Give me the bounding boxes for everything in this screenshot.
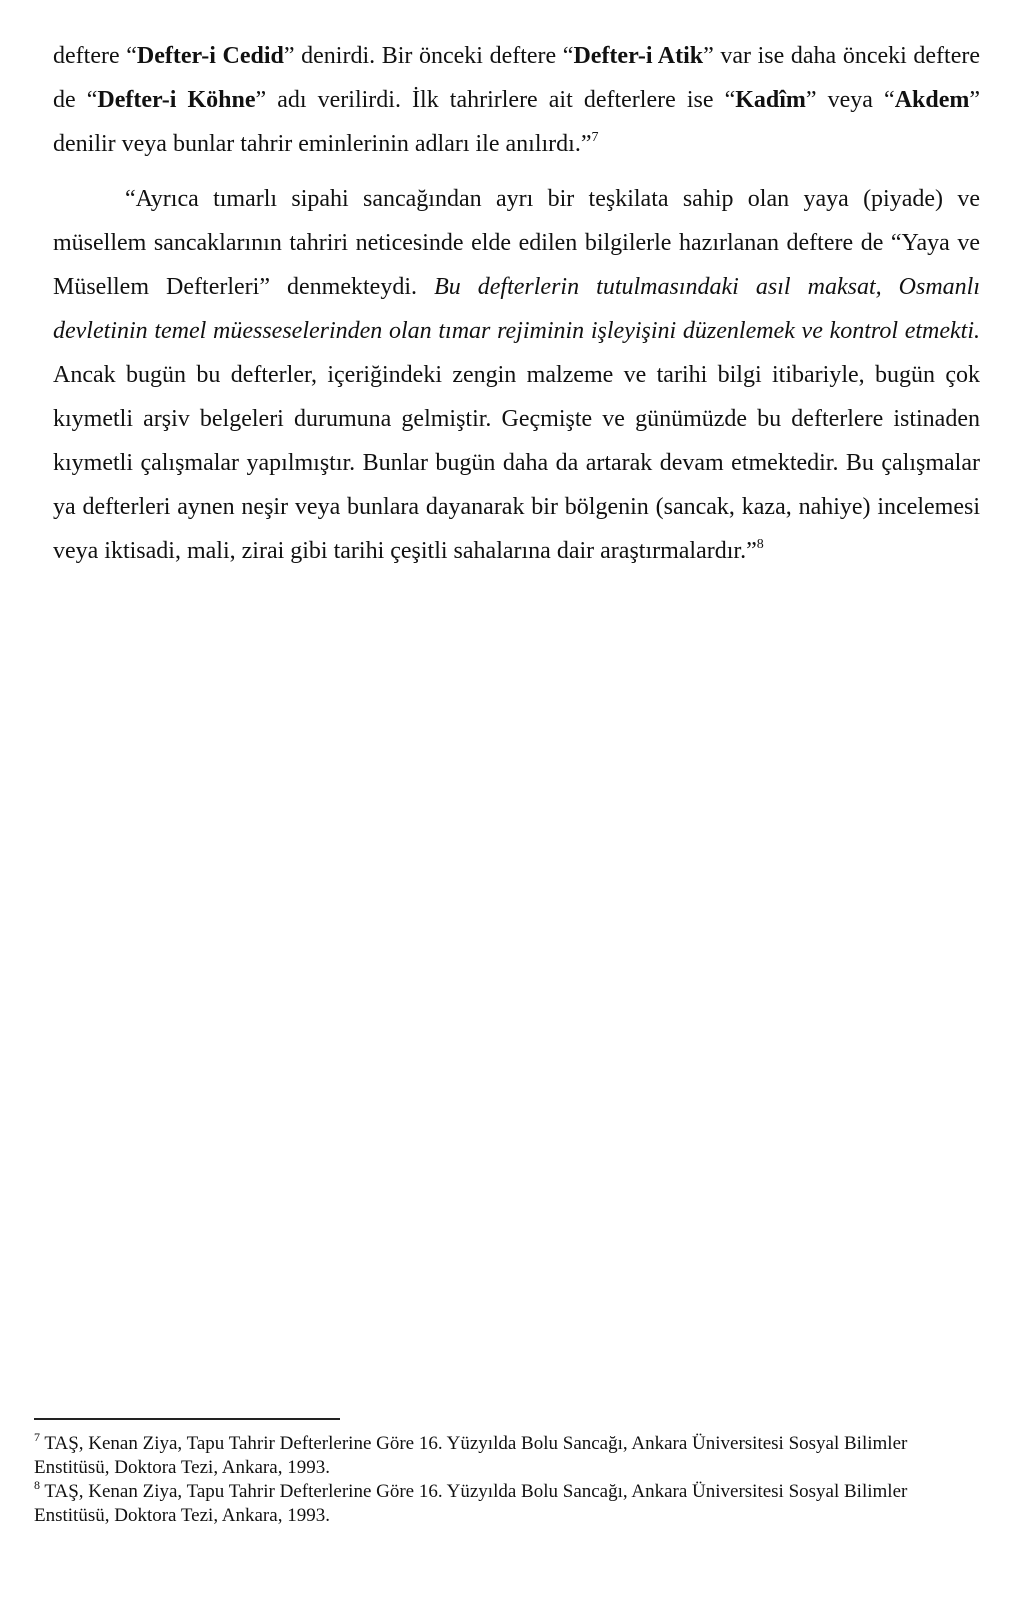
footnote-ref-7[interactable]: 7 bbox=[591, 130, 599, 145]
footnote-number: 7 bbox=[34, 1430, 40, 1444]
term-defter-i-atik: Defter-i Atik bbox=[573, 43, 704, 69]
term-defter-i-cedid: Defter-i Cedid bbox=[136, 43, 284, 69]
footnotes bbox=[34, 1432, 954, 1528]
footnote-8 bbox=[34, 1480, 954, 1528]
footnote-text: TAŞ, Kenan Ziya, Tapu Tahrir Defterlerine Göre 16. Yüzyılda Bolu Sancağı, Ankara Üniversitesi Sosyal Bilimler Enstitüsü, Doktora Tezi, Ankara, 1993. bbox=[34, 1481, 908, 1526]
footnote-number: 8 bbox=[34, 1478, 40, 1492]
term-akdem: Akdem bbox=[894, 87, 970, 113]
term-defter-i-kohne: Defter-i Köhne bbox=[97, 87, 256, 113]
footnote-ref-8[interactable]: 8 bbox=[756, 537, 764, 552]
footnote-7 bbox=[34, 1432, 954, 1480]
paragraph-2 bbox=[53, 177, 980, 573]
p1-text-4: ” adı verilirdi. İlk tahrirlere ait defterlere ise “ bbox=[255, 87, 736, 113]
footnote-text: TAŞ, Kenan Ziya, Tapu Tahrir Defterlerine Göre 16. Yüzyılda Bolu Sancağı, Ankara Üniversitesi Sosyal Bilimler Enstitüsü, Doktora Tezi, Ankara, 1993. bbox=[34, 1433, 908, 1478]
p1-text-3: ” var ise daha önceki deftere de “ bbox=[53, 43, 981, 113]
paragraph-1 bbox=[53, 34, 980, 166]
footnote-separator bbox=[34, 1418, 340, 1420]
p2-text-1: “Ayrıca tımarlı sipahi sancağından ayrı bir teşkilata sahip olan yaya (piyade) ve müsellem sancaklarının tahriri neticesinde elde edilen bilgilerle hazırlanan deftere de “Yaya ve Müsellem Defterleri” denmekteydi. bbox=[53, 186, 980, 300]
p2-italic-text: Bu defterlerin tutulmasındaki asıl maksat, Osmanlı devletinin temel müesseselerinden olan tımar rejiminin işleyişini düzenlemek ve kontrol etmekti. bbox=[53, 274, 981, 344]
p1-text-5: ” veya “ bbox=[805, 87, 895, 113]
body-text bbox=[53, 34, 980, 573]
p1-text-1: deftere “ bbox=[53, 43, 137, 69]
p2-text-2: Ancak bugün bu defterler, içeriğindeki zengin malzeme ve tarihi bilgi itibariyle, bugün çok kıymetli arşiv belgeleri durumuna gelmiştir. Geçmişte ve günümüzde bu defterlere istinaden kıymetli çalışmalar yapılmıştır. Bunlar bugün daha da artarak devam etmektedir. Bu çalışmalar ya defterleri aynen neşir veya bunlara dayanarak bir bölgenin (sancak, kaza, nahiye) incelemesi veya iktisadi, mali, zirai gibi tarihi çeşitli sahalarına dair araştırmalardır.” bbox=[53, 362, 980, 564]
term-kadim: Kadîm bbox=[735, 87, 806, 113]
p1-text-2: ” denirdi. Bir önceki deftere “ bbox=[283, 43, 574, 69]
p1-text-6: ” denilir veya bunlar tahrir eminlerinin adları ile anılırdı.” bbox=[53, 87, 981, 157]
